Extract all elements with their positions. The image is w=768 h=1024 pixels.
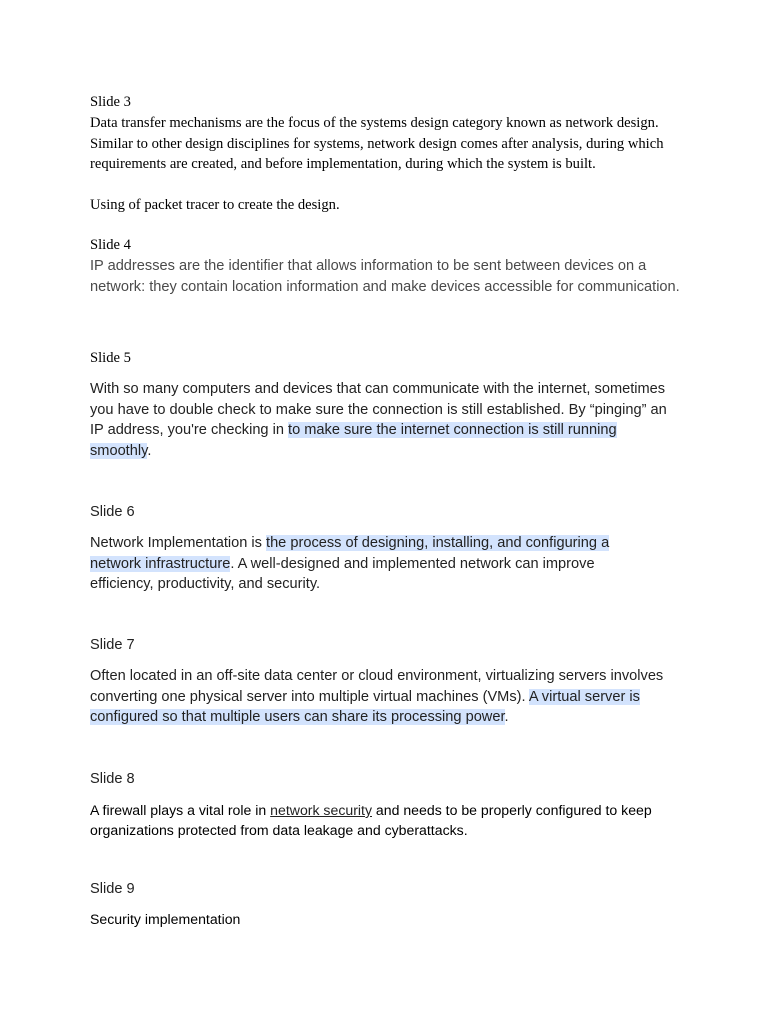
slide-5-heading: Slide 5 (90, 350, 131, 366)
slide-8-text: A firewall plays a vital role in (90, 802, 271, 818)
slide-5-text: With so many computers and devices that can communicate with the internet, sometimes you have to double check to make sure the connection is still established. By “pinging” an IP address, you're checking in (90, 381, 667, 438)
slide-9-heading: Slide 9 (90, 881, 135, 897)
slide-7-paragraph (90, 666, 670, 728)
slide-8-paragraph (90, 800, 680, 840)
slide-3-paragraph: Data transfer mechanisms are the focus of the systems design category known as network design. Similar to other design disciplines for systems, network design comes after analysis, during which requirements are created, and before implementation, during which the system is built. (90, 115, 664, 172)
slide-7-highlighted-text: A virtual server is configured so that multiple users can share its processing power (90, 688, 640, 725)
slide-4-paragraph: IP addresses are the identifier that allows information to be sent between devices on a network: they contain location information and make devices accessible for communication. (90, 258, 680, 295)
slide-4-heading: Slide 4 (90, 237, 131, 253)
slide-6-highlighted-text: the process of designing, installing, and configuring a network infrastructure (90, 535, 610, 572)
slide-8-heading: Slide 8 (90, 771, 135, 787)
slide-6-text: Network Implementation is (90, 535, 267, 551)
slide-3-heading: Slide 3 (90, 94, 131, 110)
slide-5-highlighted-text: to make sure the internet connection is still running smoothly (90, 422, 617, 459)
slide-6-text-end: . A well-designed and implemented network can improve efficiency, productivity, and security. (90, 555, 595, 592)
slide-8-text-end: and needs to be properly configured to keep organizations protected from data leakage and cyberattacks. (90, 802, 652, 838)
network-security-link[interactable]: network security (270, 802, 372, 818)
slide-5-text-end: . (147, 442, 152, 459)
slide-7-heading: Slide 7 (90, 637, 135, 653)
slide-3-packet-tracer-note: Using of packet tracer to create the design. (90, 197, 340, 213)
slide-6-paragraph (90, 533, 650, 595)
slide-7-text: Often located in an off-site data center or cloud environment, virtualizing servers involves converting one physical server into multiple virtual machines (VMs). (90, 668, 664, 705)
slide-7-text-end: . (504, 709, 509, 725)
slide-5-paragraph (90, 379, 675, 461)
slide-6-heading: Slide 6 (90, 504, 135, 520)
slide-9-paragraph: Security implementation (90, 911, 241, 927)
